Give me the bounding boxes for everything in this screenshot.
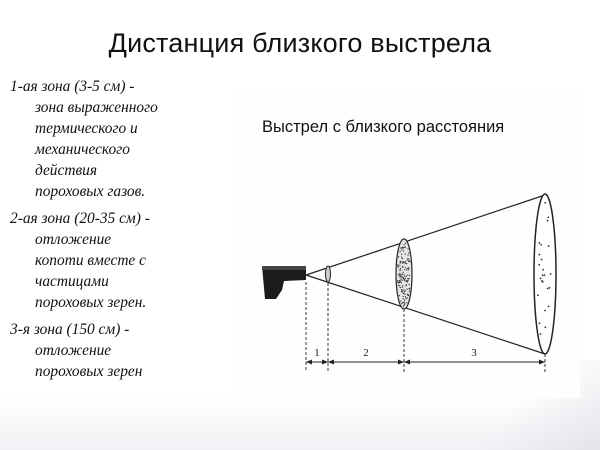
soot-particle xyxy=(403,250,404,251)
soot-particle xyxy=(407,259,408,260)
zone-2-heading: 2-ая зона (20-35 см) - xyxy=(10,210,150,227)
powder-grain xyxy=(548,306,550,308)
soot-particle xyxy=(403,296,404,297)
powder-grain xyxy=(544,202,546,204)
powder-grain xyxy=(547,288,549,290)
soot-particle xyxy=(402,267,403,268)
soot-particle xyxy=(406,263,407,264)
soot-particle xyxy=(400,275,401,276)
soot-particle xyxy=(407,280,408,281)
soot-particle xyxy=(408,269,409,270)
soot-particle xyxy=(404,279,405,280)
soot-particle xyxy=(401,249,402,250)
zone-1-text-line: пороховых газов. xyxy=(35,183,146,200)
soot-particle xyxy=(404,299,405,300)
soot-particle xyxy=(397,266,398,267)
soot-particle xyxy=(402,274,403,275)
zone-2-text-line: отложение xyxy=(35,231,112,248)
soot-particle xyxy=(405,261,406,262)
soot-particle xyxy=(399,282,400,283)
soot-particle xyxy=(407,294,408,295)
soot-particle xyxy=(404,303,405,304)
powder-grain xyxy=(544,310,546,312)
soot-particle xyxy=(407,248,408,249)
soot-particle xyxy=(409,261,410,262)
soot-particle xyxy=(406,281,407,282)
soot-particle xyxy=(399,251,400,252)
zone-3-cross-section xyxy=(534,194,556,354)
soot-particle xyxy=(402,248,403,249)
soot-particle xyxy=(402,258,403,259)
powder-grain xyxy=(542,274,544,276)
soot-particle xyxy=(397,280,398,281)
soot-particle xyxy=(405,253,406,254)
powder-grain xyxy=(547,220,549,222)
soot-particle xyxy=(408,261,409,262)
powder-grain xyxy=(540,333,542,335)
soot-particle xyxy=(401,282,402,283)
zone-3-heading: 3-я зона (150 см) - xyxy=(10,321,130,338)
slide-title: Дистанция близкого выстрела xyxy=(108,28,492,58)
powder-grain xyxy=(540,244,542,246)
soot-particle xyxy=(402,285,403,286)
zone-3-text-line: пороховых зерен xyxy=(35,363,143,380)
soot-particle xyxy=(405,263,406,264)
powder-grain xyxy=(549,287,551,289)
powder-grain xyxy=(541,259,543,261)
powder-grain xyxy=(547,216,549,218)
soot-particle xyxy=(403,244,404,245)
soot-particle xyxy=(409,288,410,289)
powder-grain xyxy=(538,254,540,256)
soot-particle xyxy=(407,278,408,279)
soot-particle xyxy=(403,293,404,294)
zone-1-cross-section xyxy=(326,266,331,282)
soot-particle xyxy=(404,276,405,277)
powder-grain xyxy=(537,294,539,296)
distance-dimension-line xyxy=(306,360,545,365)
soot-particle xyxy=(401,291,402,292)
soot-particle xyxy=(409,260,410,261)
zone-1-text-line: термического и xyxy=(35,120,138,137)
soot-particle xyxy=(400,269,401,270)
zone-1-heading: 1-ая зона (3-5 см) - xyxy=(10,78,135,95)
soot-particle xyxy=(403,305,404,306)
soot-particle xyxy=(408,267,409,268)
soot-particle xyxy=(403,298,404,299)
powder-grain xyxy=(548,245,550,247)
powder-grain xyxy=(542,269,544,271)
powder-grain xyxy=(539,322,541,324)
shot-cone xyxy=(306,194,556,354)
soot-particle xyxy=(400,247,401,248)
figure-title: Выстрел с близкого расстояния xyxy=(262,118,505,136)
zone-2-text-line: частицами xyxy=(35,273,109,290)
soot-particle xyxy=(402,261,403,262)
soot-particle xyxy=(407,297,408,298)
powder-grain xyxy=(541,280,543,282)
soot-particle xyxy=(405,285,406,286)
powder-grain xyxy=(544,274,546,276)
soot-particle xyxy=(403,274,404,275)
soot-particle xyxy=(405,267,406,268)
soot-particle xyxy=(400,279,401,280)
powder-grain xyxy=(538,264,540,266)
soot-particle xyxy=(407,274,408,275)
zone-3-text-line: отложение xyxy=(35,342,112,359)
soot-particle xyxy=(400,300,401,301)
soot-particle xyxy=(405,278,406,279)
zone-2-text-line: копоти вместе с xyxy=(35,252,146,269)
zone-1-text-line: зона выраженного xyxy=(35,99,158,116)
soot-particle xyxy=(402,280,403,281)
soot-particle xyxy=(406,275,407,276)
soot-particle xyxy=(402,277,403,278)
soot-particle xyxy=(400,268,401,269)
soot-particle xyxy=(406,302,407,303)
soot-particle xyxy=(397,264,398,265)
zone-3-label: 3 xyxy=(471,347,477,359)
soot-particle xyxy=(409,291,410,292)
soot-particle xyxy=(400,274,401,275)
soot-particle xyxy=(408,252,409,253)
zone-boundary-markers xyxy=(306,282,545,372)
soot-particle xyxy=(402,262,403,263)
soot-particle xyxy=(399,276,400,277)
zone-2-text-line: пороховых зерен. xyxy=(35,294,147,311)
soot-particle xyxy=(404,269,405,270)
powder-grain xyxy=(540,278,542,280)
soot-particle xyxy=(401,303,402,304)
soot-particle xyxy=(406,288,407,289)
soot-particle xyxy=(407,258,408,259)
zone-1-text-line: механического xyxy=(35,141,130,158)
soot-particle xyxy=(403,289,404,290)
zone-1-label: 1 xyxy=(314,347,320,359)
soot-particle xyxy=(402,286,403,287)
soot-particle xyxy=(402,272,403,273)
soot-particle xyxy=(409,284,410,285)
soot-particle xyxy=(401,256,402,257)
soot-particle xyxy=(403,302,404,303)
soot-particle xyxy=(399,273,400,274)
soot-particle xyxy=(404,304,405,305)
soot-particle xyxy=(405,246,406,247)
soot-particle xyxy=(405,243,406,244)
soot-particle xyxy=(398,256,399,257)
soot-particle xyxy=(397,282,398,283)
soot-particle xyxy=(399,280,400,281)
soot-particle xyxy=(404,294,405,295)
soot-particle xyxy=(398,285,399,286)
zone-2-label: 2 xyxy=(363,347,369,359)
soot-particle xyxy=(401,290,402,291)
powder-grain xyxy=(550,273,552,275)
soot-particle xyxy=(404,302,405,303)
soot-particle xyxy=(400,287,401,288)
soot-particle xyxy=(405,298,406,299)
soot-particle xyxy=(399,285,400,286)
pistol-icon xyxy=(262,266,306,299)
soot-particle xyxy=(404,291,405,292)
soot-particle xyxy=(398,274,399,275)
soot-particle xyxy=(401,254,402,255)
soot-particle xyxy=(399,265,400,266)
soot-particle xyxy=(405,296,406,297)
soot-particle xyxy=(399,295,400,296)
soot-particle xyxy=(400,261,401,262)
powder-grain xyxy=(544,327,546,329)
powder-grain xyxy=(539,242,541,244)
soot-particle xyxy=(407,254,408,255)
soot-particle xyxy=(409,275,410,276)
soot-particle xyxy=(405,290,406,291)
soot-particle xyxy=(406,269,407,270)
zone-1-text-line: действия xyxy=(35,162,97,179)
